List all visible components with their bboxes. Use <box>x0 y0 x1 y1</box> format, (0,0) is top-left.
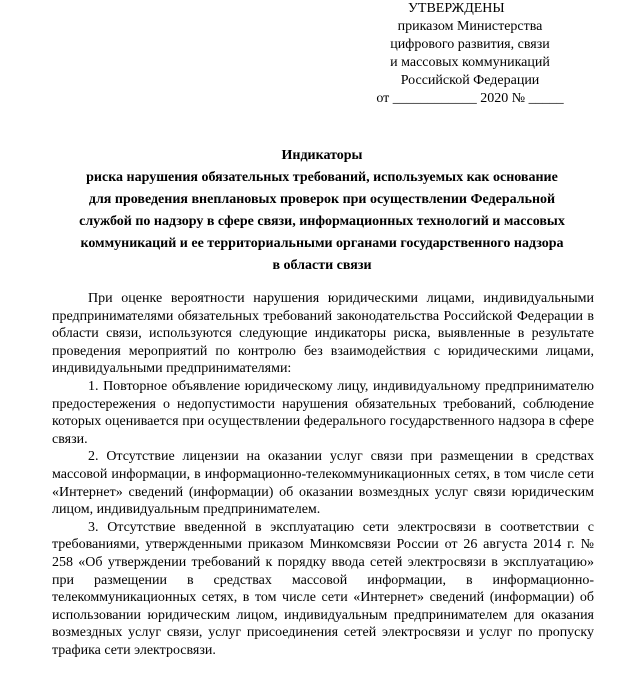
paragraph-item-1: 1. Повторное объявление юридическому лицу, индивидуальному предпринимателю предостережения о недопустимости нарушения обязательных требований, соблюдение которых оценивается при осуществлении федерального государственного надзора в сфере связи. <box>52 378 594 447</box>
approval-title: УТВЕРЖДЕНЫ <box>408 1 505 16</box>
document-title <box>52 145 592 277</box>
title-line-3: для проведения внеплановых проверок при осуществлении Федеральной <box>88 192 556 207</box>
approval-line-4: Российской Федерации <box>400 73 540 88</box>
paragraph-item-3: 3. Отсутствие введенной в эксплуатацию сети электросвязи в соответствии с требованиями, утвержденными приказом Минкомсвязи России от 26 августа 2014 г. № 258 «Об утверждении требований к порядку ввода сетей электросвязи в эксплуатацию» при размещении в средствах массовой информации, в информационно-телекоммуникационных сетях, в том числе сети «Интернет» сведений (информации) об использовании юридическим лицом, индивидуальным предпринимателем для оказания возмездных услуг связи, услуг присоединения сетей электросвязи и услуг по пропуску трафика сети электросвязи. <box>52 519 594 658</box>
approval-line-1: приказом Министерства <box>397 19 543 34</box>
paragraph-item-2: 2. Отсутствие лицензии на оказании услуг связи при размещении в средствах массовой информации, в информационно-телекоммуникационных сетях, в том числе сети «Интернет» сведений (информации) об оказании возмездных услуг связи юридическим лицом, индивидуальным предпринимателем. <box>52 449 594 518</box>
title-line-5: коммуникаций и ее территориальными органами государственного надзора <box>80 236 564 251</box>
approval-date-line: от ____________ 2020 № _____ <box>376 91 564 106</box>
approval-line-2: цифрового развития, связи <box>390 37 550 52</box>
document-body <box>52 290 594 659</box>
paragraph-intro: При оценке вероятности нарушения юридическими лицами, индивидуальными предпринимателями обязательных требований законодательства Российской Федерации в области связи, используются следующие индикаторы риска, выявленные в результате проведения мероприятий по контролю без взаимодействия с юридическими лицами, индивидуальными предпринимателями: <box>52 291 594 377</box>
approval-line-3: и массовых коммуникаций <box>390 55 550 70</box>
title-line-6: в области связи <box>272 258 372 273</box>
approval-block <box>370 0 570 108</box>
title-line-4: службой по надзору в сфере связи, информационных технологий и массовых <box>79 214 565 229</box>
title-line-1: Индикаторы <box>281 148 363 163</box>
title-line-2: риска нарушения обязательных требований, используемых как основание <box>86 170 558 185</box>
